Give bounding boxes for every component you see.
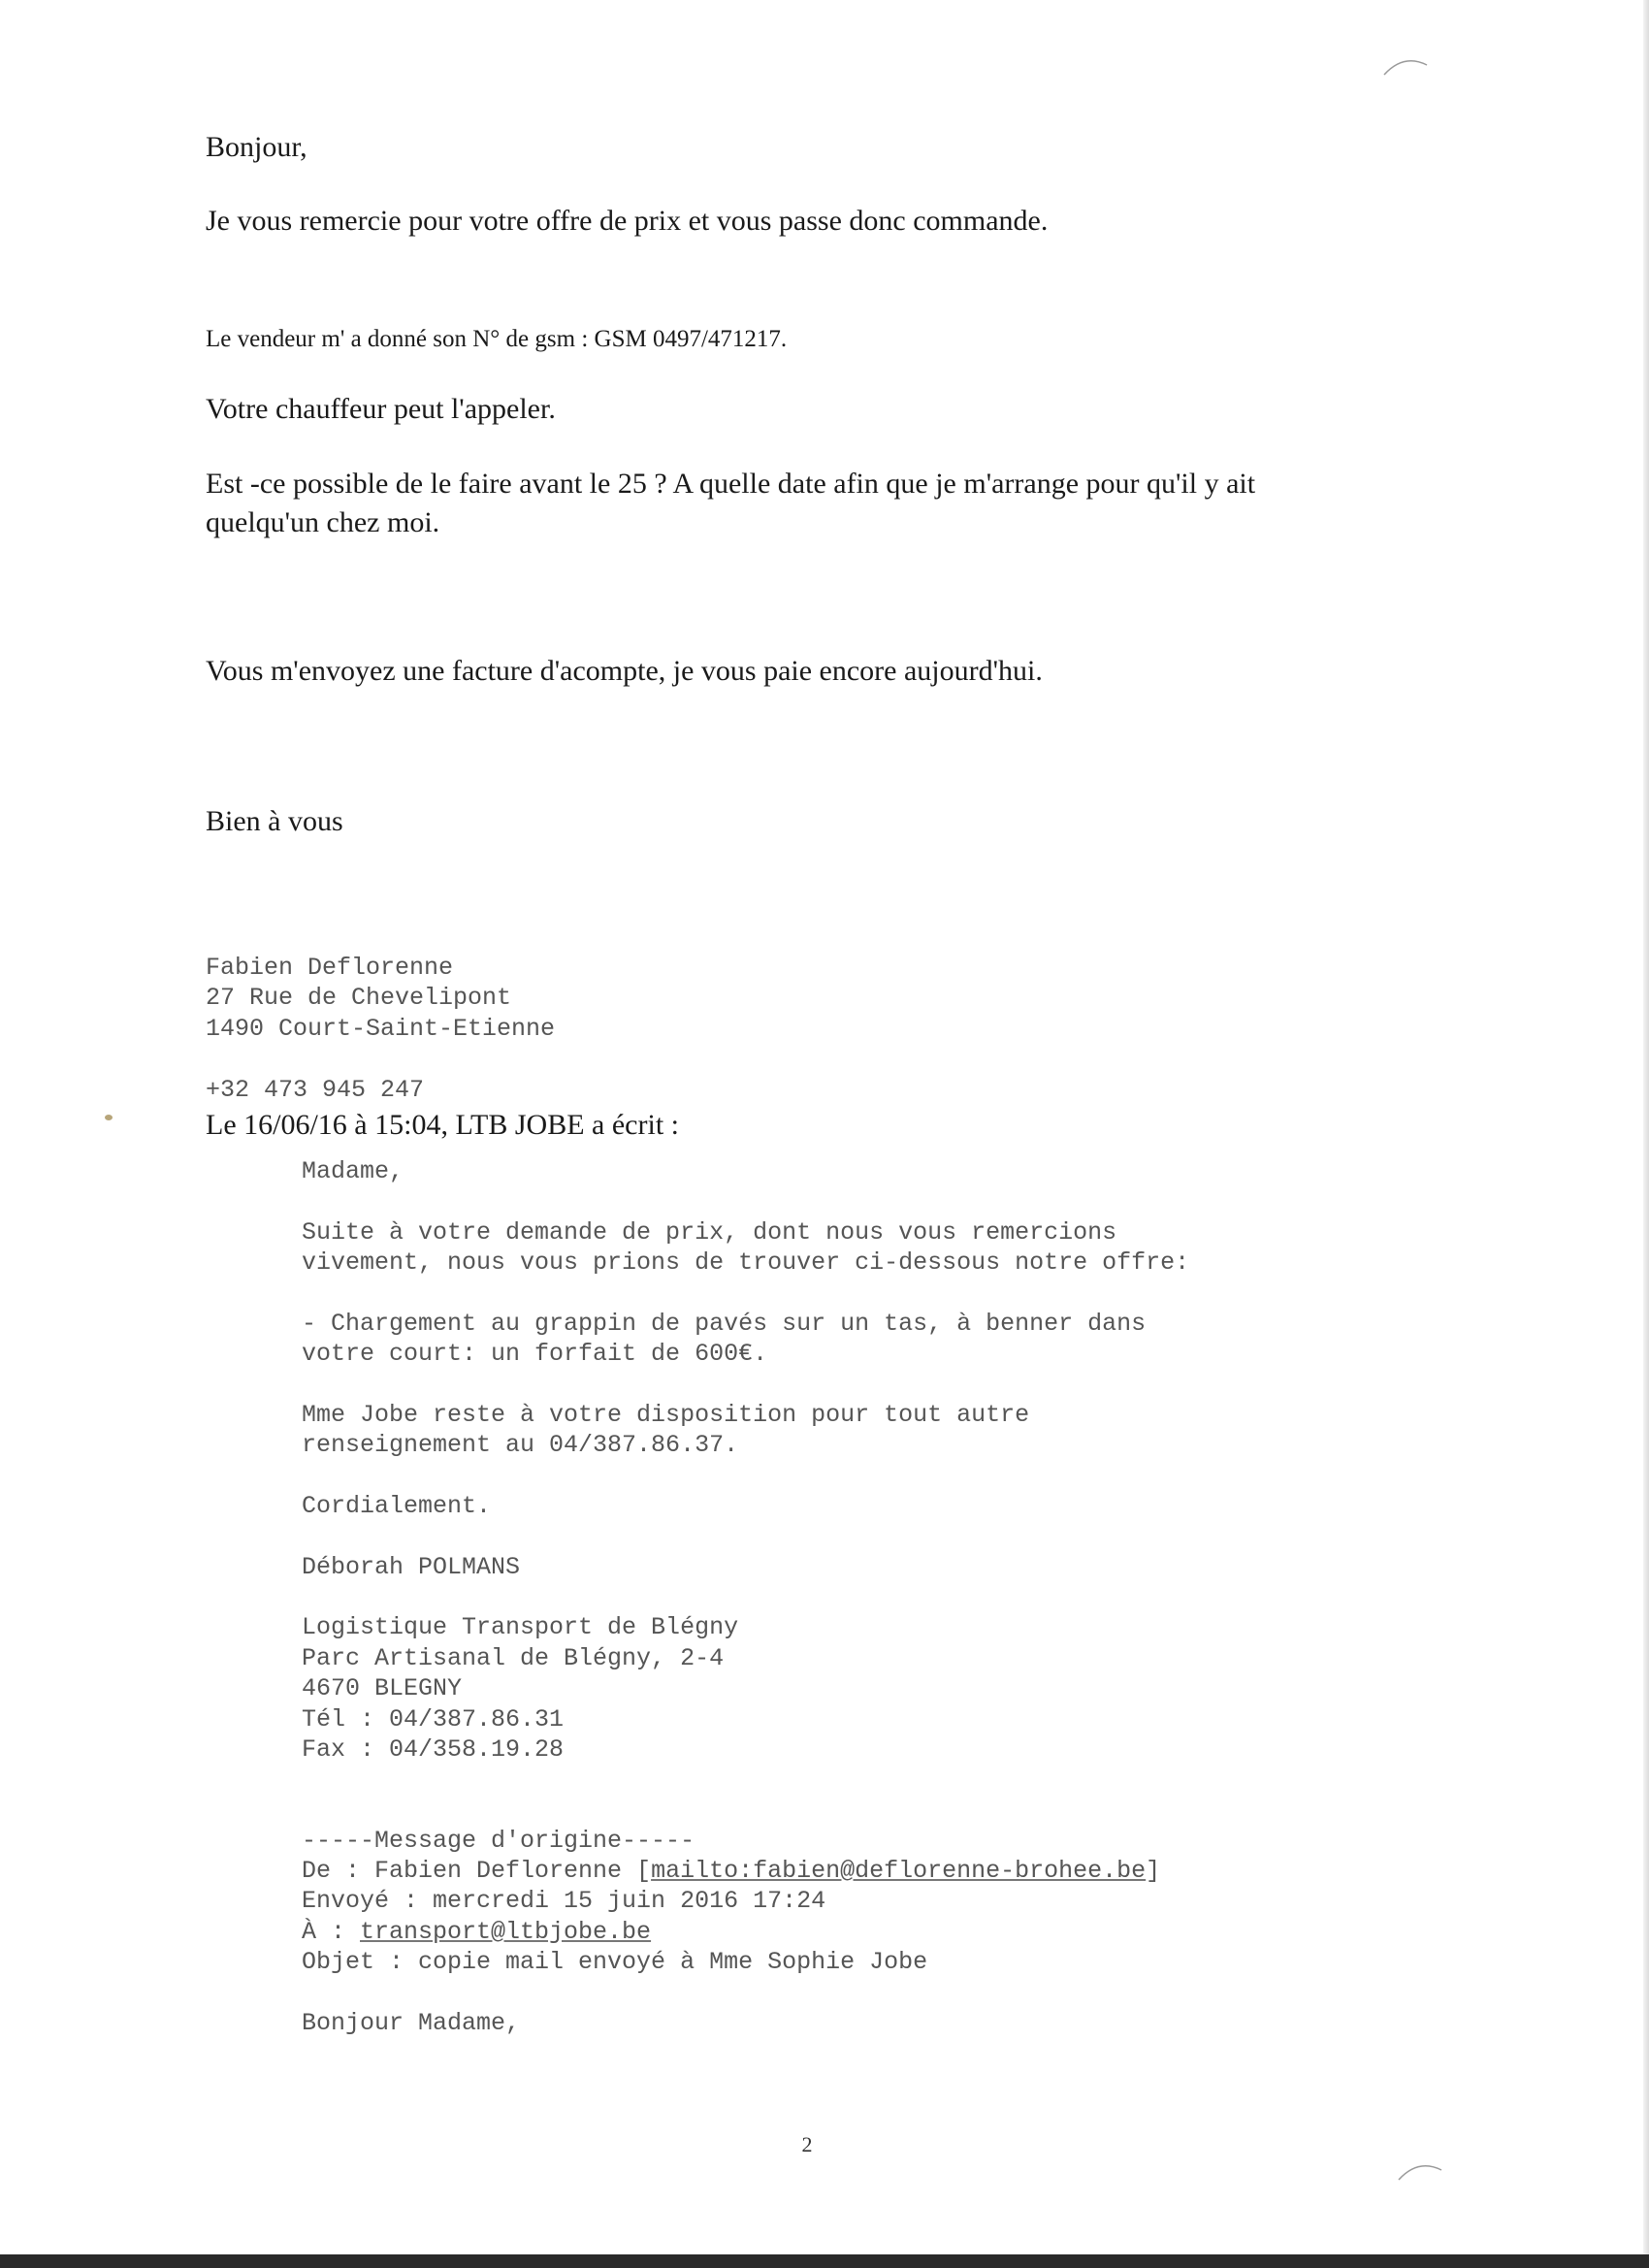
quoted-fax: Fax : 04/358.19.28 [302,1735,565,1764]
original-message-separator: -----Message d'origine----- [302,1827,695,1855]
quoted-sender-name: Déborah POLMANS [302,1553,521,1581]
punch-hole-mark-top [1382,53,1431,82]
quoted-salutation: Madame, [302,1157,404,1185]
quoted-contact-line2: renseignement au 04/387.86.37. [302,1431,739,1459]
letter-paragraph-invoice: Vous m'envoyez une facture d'acompte, je vous paie encore aujourd'hui. [206,655,1043,687]
signature-city: 1490 Court-Saint-Etienne [206,1015,556,1043]
signature-street: 27 Rue de Chevelipont [206,984,512,1012]
letter-paragraph-date-line2: quelqu'un chez moi. [206,506,440,538]
original-message-sent: Envoyé : mercredi 15 juin 2016 17:24 [302,1887,826,1915]
quoted-intro-line1: Suite à votre demande de prix, dont nous vous remercions [302,1218,1117,1247]
quoted-company: Logistique Transport de Blégny [302,1613,739,1641]
quoted-intro-line2: vivement, nous vous prions de trouver ci-dessous notre offre: [302,1248,1190,1277]
quoted-tel: Tél : 04/387.86.31 [302,1705,565,1733]
original-message-from [302,1856,1160,1887]
letter-paragraph-driver: Votre chauffeur peut l'appeler. [206,393,556,425]
letter-paragraph-thanks: Je vous remercie pour votre offre de prix et vous passe donc commande. [206,205,1049,237]
quoted-contact-line1: Mme Jobe reste à votre disposition pour tout autre [302,1401,1030,1429]
quoted-regards: Cordialement. [302,1492,492,1520]
reply-header: Le 16/06/16 à 15:04, LTB JOBE a écrit : [206,1109,679,1141]
to-email-link[interactable]: transport@ltbjobe.be [360,1918,652,1946]
from-close-bracket: ] [1146,1857,1161,1885]
punch-hole-mark-bottom [1397,2158,1445,2187]
original-message-to [302,1917,651,1948]
speck-mark [104,1114,113,1121]
letter-paragraph-gsm: Le vendeur m' a donné son N° de gsm : GSM 0497/471217. [206,326,788,352]
letter-closing: Bien à vous [206,805,343,837]
scan-bottom-edge [0,2254,1649,2268]
quoted-address1: Parc Artisanal de Blégny, 2-4 [302,1644,725,1672]
letter-greeting: Bonjour, [206,131,307,163]
letter-paragraph-date-line1: Est -ce possible de le faire avant le 25 ? A quelle date afin que je m'arrange pour qu'il y ait [206,468,1256,500]
signature-phone: +32 473 945 247 [206,1076,425,1104]
scan-right-edge [1643,0,1649,2268]
original-message-subject: Objet : copie mail envoyé à Mme Sophie Jobe [302,1948,928,1976]
from-mailto-link[interactable]: mailto:fabien@deflorenne-brohee.be [651,1857,1147,1885]
signature-name: Fabien Deflorenne [206,954,454,982]
quoted-offer-line2: votre court: un forfait de 600€. [302,1340,768,1368]
quoted-offer-line1: - Chargement au grappin de pavés sur un tas, à benner dans [302,1310,1147,1338]
quoted-address2: 4670 BLEGNY [302,1674,463,1702]
page-number: 2 [801,2132,813,2156]
original-message-greeting: Bonjour Madame, [302,2009,521,2037]
to-label: À : [302,1918,361,1946]
from-label: De : Fabien Deflorenne [ [302,1857,652,1885]
